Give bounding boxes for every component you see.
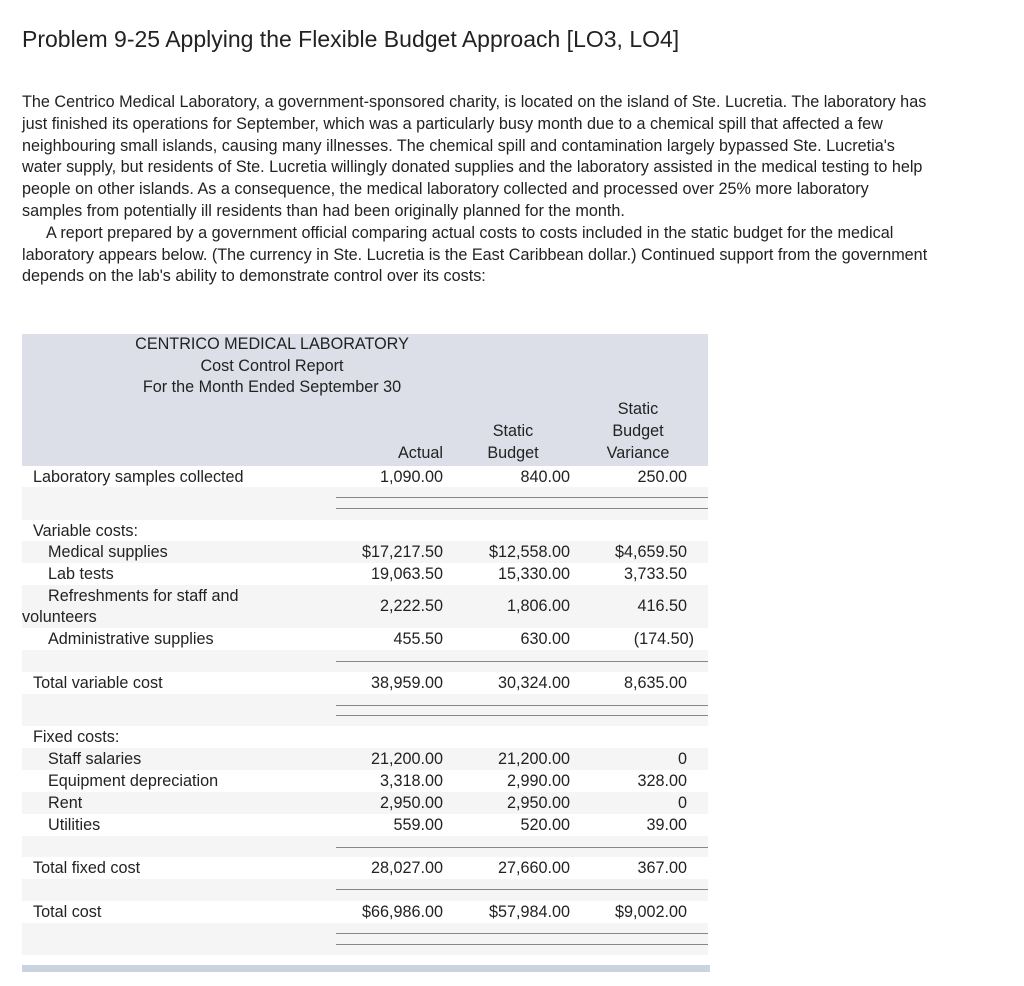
rule-line [336,847,708,848]
value-cell: 250.00 [637,468,687,486]
spacer-row [22,487,708,520]
table-row [22,466,708,487]
row-label: Staff salaries [48,750,142,768]
value-cell: 559.00 [393,816,443,834]
row-label-cont: volunteers [22,608,97,626]
page-title: Problem 9-25 Applying the Flexible Budget Approach [LO3, LO4] [22,26,680,52]
table-row [22,672,708,694]
value-cell: 0 [677,750,687,768]
row-label: Administrative supplies [48,630,214,648]
table-row [22,541,708,563]
col-variance: Static Budget Variance [606,400,670,462]
section-heading: Variable costs: [33,522,138,540]
rule-line [336,889,708,890]
value-cell: 19,063.50 [370,565,443,583]
value-cell: (174.50) [633,630,694,648]
value-cell: 328.00 [637,772,687,790]
divider-bar [22,965,710,972]
value-cell: 1,090.00 [379,468,443,486]
row-label: Lab tests [48,565,114,583]
value-cell: 840.00 [520,468,570,486]
value-cell: 30,324.00 [497,674,570,692]
value-cell: 2,222.50 [379,597,443,615]
section-row [22,726,708,748]
rule-line [336,508,708,509]
table-row [22,901,708,923]
rule-line [336,715,708,716]
value-cell: $4,659.50 [614,543,687,561]
problem-text [22,92,932,288]
spacer-row [22,836,708,857]
row-label: Rent [48,794,83,812]
value-cell: 38,959.00 [370,674,443,692]
col-actual: Actual [398,444,443,462]
table-row [22,792,708,814]
rule-line [336,705,708,706]
row-label: Laboratory samples collected [33,468,244,486]
table-row [22,563,708,585]
table-row [22,857,708,879]
value-cell: 21,200.00 [370,750,443,768]
value-cell: 2,950.00 [379,794,443,812]
table-row [22,628,708,650]
report-period: For the Month Ended September 30 [142,378,402,396]
rule-line [336,661,708,662]
value-cell: $12,558.00 [488,543,570,561]
table-row [22,814,708,836]
col-static-budget: Static Budget [487,422,539,462]
value-cell: 455.50 [393,630,443,648]
value-cell: 0 [677,794,687,812]
value-cell: 630.00 [520,630,570,648]
table-row [22,585,708,628]
company-name: CENTRICO MEDICAL LABORATORY [135,335,409,353]
cost-control-report [22,334,708,955]
row-label: Refreshments for staff and [48,587,239,605]
value-cell: $9,002.00 [614,903,687,921]
row-label: Utilities [48,816,101,834]
row-label: Equipment depreciation [48,772,219,790]
paragraph: A report prepared by a government official comparing actual costs to costs included in the static budget for the medical laboratory appears below. (The currency in Ste. Lucretia is the East Caribbean dollar.) Continued support from the government depends on the lab's ability to demonstrate control over its costs: [22,223,928,286]
row-label: Total cost [33,903,102,921]
row-label: Total variable cost [33,674,163,692]
value-cell: 28,027.00 [370,859,443,877]
value-cell: 8,635.00 [623,674,687,692]
section-heading: Fixed costs: [33,728,120,746]
value-cell: 15,330.00 [497,565,570,583]
report-header [22,334,708,466]
value-cell: 2,950.00 [506,794,570,812]
value-cell: 367.00 [637,859,687,877]
row-label: Medical supplies [48,543,168,561]
table-row [22,770,708,792]
value-cell: 1,806.00 [506,597,570,615]
value-cell: 3,733.50 [623,565,687,583]
value-cell: 39.00 [646,816,687,834]
rule-line [336,497,708,498]
value-cell: 2,990.00 [506,772,570,790]
rule-line [336,944,708,945]
report-name: Cost Control Report [200,357,344,375]
spacer-row [22,923,708,955]
value-cell: 3,318.00 [379,772,443,790]
table-row [22,748,708,770]
value-cell: 21,200.00 [497,750,570,768]
rule-line [336,933,708,934]
value-cell: $57,984.00 [488,903,570,921]
value-cell: 520.00 [520,816,570,834]
value-cell: 416.50 [637,597,687,615]
value-cell: $17,217.50 [361,543,443,561]
spacer-row [22,650,708,672]
paragraph: The Centrico Medical Laboratory, a government-sponsored charity, is located on the island of Ste. Lucretia. The laboratory has just finished its operations for September, which was a particularly busy month due to a chemical spill that affected a few neighbouring small islands, causing many illnesses. The chemical spill and contamination largely bypassed Ste. Lucretia's water supply, but residents of Ste. Lucretia willingly donated supplies and the laboratory assisted in the medical testing to help people on other islands. As a consequence, the medical laboratory collected and processed over 25% more laboratory samples from potentially ill residents than had been originally planned for the month. [22,93,927,220]
spacer-row [22,694,708,726]
row-label: Total fixed cost [33,859,141,877]
value-cell: $66,986.00 [361,903,443,921]
value-cell: 27,660.00 [497,859,570,877]
spacer-row [22,879,708,901]
section-row [22,520,708,541]
